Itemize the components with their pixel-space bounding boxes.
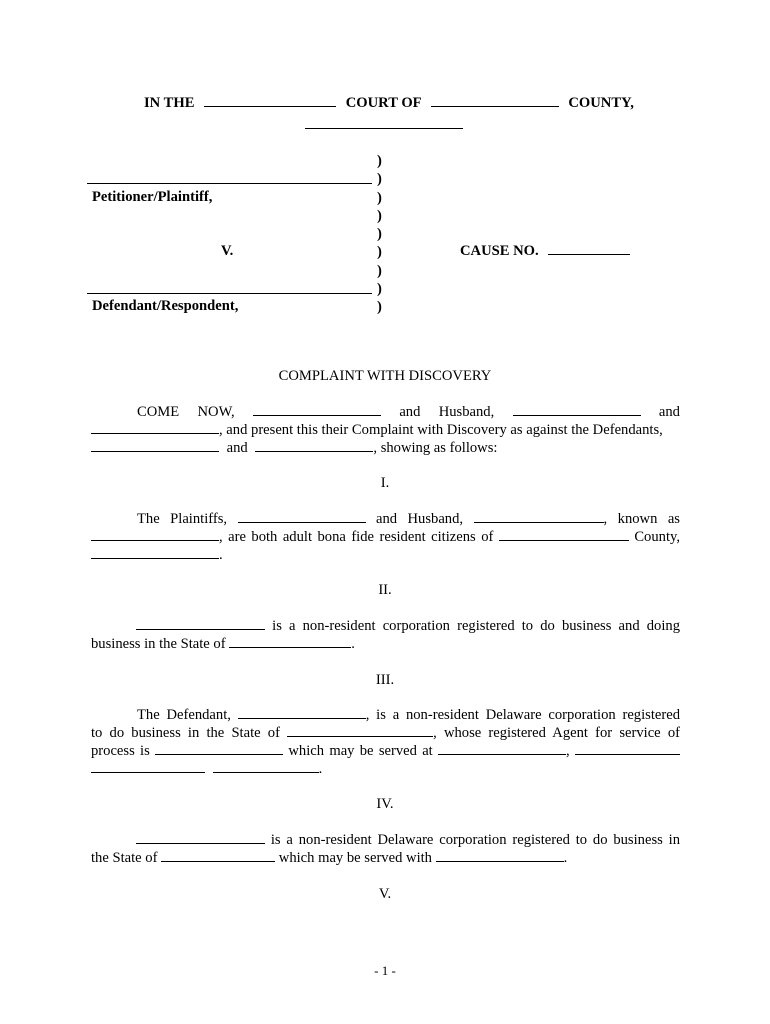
para3-line-4 [91,762,322,777]
para2-line-1 [91,619,680,634]
para3-state-zip-blank-1[interactable] [91,771,205,773]
para4-state-blank[interactable] [161,860,275,862]
para3-defendant-blank[interactable] [238,717,366,719]
para2-text-1: is a non-resident corporation registered to do business and doing [272,618,680,634]
para1-line-3 [91,548,223,563]
paren-9: ) [377,299,382,316]
court-county-blank[interactable] [431,105,559,107]
para4-period: . [563,850,568,866]
para2-text-2: business in the State of [91,636,226,652]
document-title: COMPLAINT WITH DISCOVERY [278,368,492,384]
para3-text-2b: , whose registered Agent for service of [433,725,680,741]
para4-line-1 [91,833,680,848]
paren-7: ) [377,262,382,279]
para4-served-with-blank[interactable] [436,860,564,862]
adult-text: , are both adult bona fide resident citizens of [219,529,494,545]
paren-5: ) [377,226,382,243]
para3-line-3 [91,744,680,759]
plaintiff-blank-2[interactable] [91,432,219,434]
para1-wife-blank[interactable] [238,521,366,523]
paren-8: ) [377,281,382,298]
present-text: , and present this their Complaint with Discovery as against the Defendants, [219,422,663,438]
para3-line-2 [91,726,680,741]
para3-text-1: , is a non-resident Delaware corporation registered [365,707,680,723]
para1-husband-blank[interactable] [474,521,604,523]
para4-text-2a: the State of [91,850,158,866]
court-header [144,96,634,111]
caption-parentheses [377,152,391,317]
para3-state-blank[interactable] [287,735,433,737]
page-number: - 1 - [374,963,396,978]
cause-no-label: CAUSE NO. [460,243,539,259]
and2-text: and [226,440,248,456]
section-i-heading: I. [380,475,390,491]
para4-line-2 [91,851,567,866]
paren-6: ) [377,244,382,261]
para1-line-1 [91,512,680,527]
the-defendant-text: The Defendant, [137,707,231,723]
para3-text-3b: which may be served at [288,743,433,759]
para3-comma: , [566,743,570,759]
cause-no-blank[interactable] [548,253,630,255]
para1-line-2 [91,530,680,545]
para4-corporation-blank[interactable] [136,842,265,844]
para2-line-2 [91,637,355,652]
intro-line-3 [91,441,497,456]
and-husband-text: and Husband, [399,404,495,420]
section-iii-heading: III. [375,672,395,688]
para2-state-blank[interactable] [229,646,351,648]
intro-line-1 [91,405,680,420]
section-ii-heading: II. [378,582,392,598]
paren-1: ) [377,153,382,169]
known-as-text: , known as [603,511,680,527]
cause-number [460,244,630,259]
county-label: COUNTY, [568,95,634,111]
para1-period: . [219,547,223,563]
para3-address-blank[interactable] [438,753,566,755]
plaintiff-wife-blank[interactable] [253,414,381,416]
para4-text-1: is a non-resident Delaware corporation registered to do business in [270,832,680,848]
para3-text-2a: to do business in the State of [91,725,280,741]
the-plaintiffs-text: The Plaintiffs, [137,511,228,527]
paren-4: ) [377,207,382,224]
intro-line-2 [91,423,663,438]
county-name-blank[interactable] [305,128,463,129]
and-text: and [658,404,680,420]
petitioner-name-blank[interactable] [87,183,372,184]
para1-state-blank[interactable] [91,557,219,559]
para1-county-blank[interactable] [499,539,629,541]
para2-period: . [351,636,355,652]
para3-line-1 [91,708,680,723]
para3-city-blank[interactable] [575,753,680,755]
defendant-name-blank[interactable] [87,293,372,294]
section-iv-heading: IV. [376,796,394,812]
paren-2: ) [377,171,382,188]
court-of-label: COURT OF [345,95,422,111]
para1-county-text: County, [634,529,681,545]
defendant-blank-2[interactable] [255,450,373,452]
petitioner-label: Petitioner/Plaintiff, [92,189,213,205]
paren-3: ) [377,189,382,206]
para3-agent-blank[interactable] [155,753,283,755]
showing-text: , showing as follows: [373,440,498,456]
section-v-heading: V. [378,886,392,902]
para3-state-zip-blank-2[interactable] [213,771,319,773]
come-now-text: COME NOW, [137,404,235,420]
para2-corporation-blank[interactable] [136,628,265,630]
defendant-label: Defendant/Respondent, [92,298,239,314]
defendant-blank-1[interactable] [91,450,219,452]
para3-period: . [318,761,323,777]
para1-known-as-blank[interactable] [91,539,219,541]
versus-label: V. [221,243,234,259]
para4-text-2b: which may be served with [278,850,432,866]
in-the-label: IN THE [144,95,195,111]
court-name-blank[interactable] [204,105,336,107]
para1-and-husband-text: and Husband, [375,511,464,527]
para3-text-3a: process is [91,743,150,759]
plaintiff-husband-blank[interactable] [513,414,641,416]
